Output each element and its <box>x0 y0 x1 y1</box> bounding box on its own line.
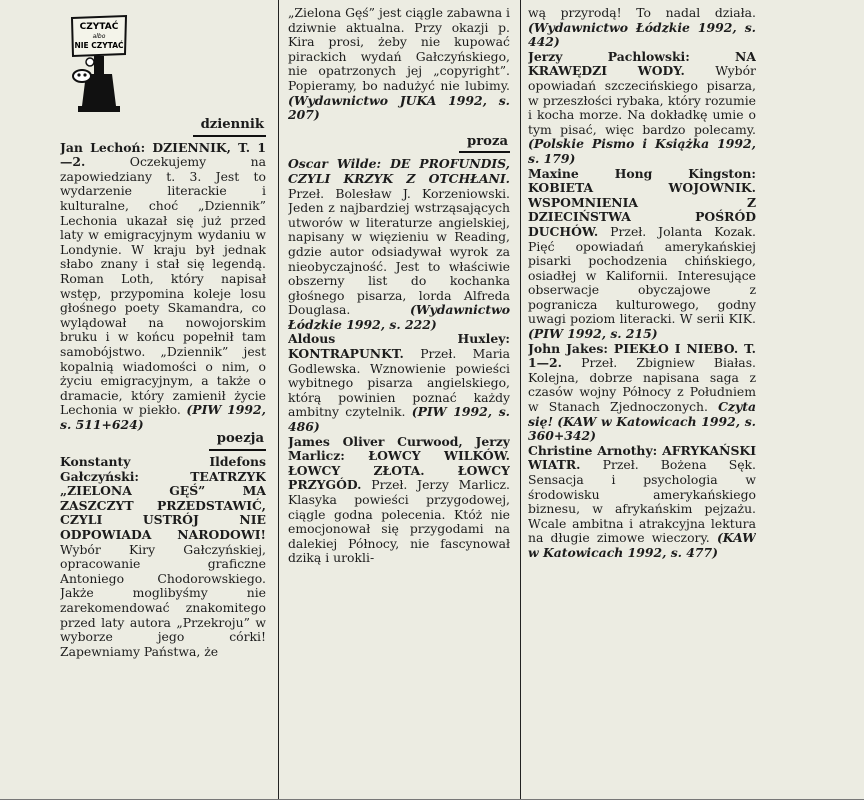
entry-pachlowski <box>528 50 756 167</box>
entry-title: James Oliver Curwood, Jerzy Marlicz: ŁOWCY WILKÓW. ŁOWCY ZŁOTA. ŁOWCY PRZYGÓD. <box>288 433 510 493</box>
entry-title: Konstanty Ildefons Gałczyński: TEATRZYK „ZIELONA GĘŚ” MA ZASZCZYT PRZEDSTAWIĆ, CZYLI USTRÓJ NIE ODPOWIADA NARODOWI! <box>60 454 266 543</box>
entry-huxley <box>288 332 510 434</box>
entry-body: wą przyrodą! To nadal działa. <box>528 6 756 20</box>
entry-title: John Jakes: PIEKŁO I NIEBO. T. 1—2. <box>528 340 756 371</box>
entry-citation: (PIW 1992, s. 486) <box>288 404 510 435</box>
entry-citation: (Wydawnictwo JUKA 1992, s. 207) <box>288 92 510 123</box>
entry-body: Oczekujemy na zapowiedziany t. 3. Jest to wydarzenie literackie i kulturalne, choć „Dziennik” Lechonia ukazał się już przed laty w emigracyjnym wydaniu w Londynie. W kraju był jednak słabo znany i stał się legendą. Roman Loth, który napisał wstęp, przypomina koleje losu głośnego poety Skamandra, co wylądował na nowojorskim bruku i w końcu popełnił tam samobójstwo. „Dziennik” jest kopalnią wiadomości o nim, o życiu emigracyjnym, a także o dramacie, który zamienił życie Lechonia w piekło. <box>60 154 266 418</box>
entry-body: Wybór Kiry Gałczyńskiej, opracowanie graficzne Antoniego Chodorowskiego. Jakże moglibyśmy nie zarekomendować znakomitego przed laty autora „Przekroju” w wyborze jego córki! Zapewniamy Państwa, że <box>60 541 266 659</box>
entry-body: Przeł. Maria Godlewska. Wznowienie powieści wybitnego pisarza angielskiego, którą powinien poznać każdy ambitny czytelnik. <box>288 346 510 420</box>
entry-citation: (Wydawnictwo Łódzkie 1992, s. 222) <box>288 302 510 332</box>
column-3 <box>528 6 756 561</box>
column-2 <box>288 6 510 566</box>
section-heading-poezja: poezja <box>60 432 266 451</box>
entry-arnothy <box>528 444 756 561</box>
column-1 <box>60 0 266 659</box>
entry-wilde <box>288 157 510 332</box>
entry-citation: (PIW 1992, s. 511+624) <box>60 402 266 432</box>
entry-citation: (PIW 1992, s. 215) <box>528 326 658 342</box>
entry-body: Przeł. Jolanta Kozak. Pięć opowiadań amerykańskiej pisarki pochodzenia chińskiego, osiadłej w Kalifornii. Interesujące obserwacje obyczajowe z pogranicza kulturowego, godny uwagi poziom literacki. W serii KIK. <box>528 223 756 327</box>
entry-emphasis: Czyta się! <box>528 399 756 429</box>
entry-body: „Zielona Gęś” jest ciągle zabawna i dziwnie aktualna. Przy okazji p. Kira prosi, żeby nie kupować pirackich wydań Gałczyńskiego, nie opatrzonych jej „copyright”. Popieramy, bo nadużyć nie lubimy. <box>288 6 510 93</box>
svg-text:CZYTAĆ: CZYTAĆ <box>79 22 119 32</box>
czytac-logo-icon <box>68 14 130 114</box>
section-heading-dziennik: dziennik <box>60 118 266 137</box>
entry-galczynski-continued <box>288 6 510 123</box>
section-heading-proza: proza <box>288 135 510 154</box>
entry-curwood <box>288 435 510 566</box>
entry-kingston <box>528 167 756 342</box>
column-divider <box>520 0 521 800</box>
entry-body: Przeł. Jerzy Marlicz. Klasyka powieści przygodowej, ciągle godna polecenia. Któż nie emocjonował się przygodami na dalekiej Północy, nie fascynował dziką i urokli- <box>288 477 510 566</box>
entry-jakes <box>528 342 756 444</box>
entry-citation: (KAW w Katowicach 1992, s. 477) <box>528 530 756 560</box>
entry-body: Wybór opowiadań szczecińskiego pisarza, w przeszłości rybaka, który rozumie i kocha morze. Na dokładkę umie o tym pisać, więc bardzo polecamy. <box>528 63 756 137</box>
entry-body: Przeł. Zbigniew Białas. Kolejna, dobrze napisana saga z czasów wojny Północy z Południem w Stanach Zjednoczonych. <box>528 355 756 415</box>
entry-citation: (KAW w Katowicach 1992, s. 360+342) <box>528 413 756 444</box>
entry-title: Aldous Huxley: KONTRAPUNKT. <box>288 331 510 362</box>
entry-title: Maxine Hong Kingston: KOBIETA WOJOWNIK. WSPOMNIENIA Z DZIECIŃSTWA POŚRÓD DUCHÓW. <box>528 165 756 239</box>
entry-citation: (Wydawnictwo Łódzkie 1992, s. 442) <box>528 19 756 50</box>
column-divider <box>278 0 279 800</box>
entry-body: Przeł. Bożena Sęk. Sensacja i psychologia w środowisku amerykańskiego biznesu, w afrykańskim pejzażu. Wcale ambitna i atrakcyjna lektura na długie zimowe wieczory. <box>528 457 756 546</box>
entry-title: Christine Arnothy: AFRYKAŃSKI WIATR. <box>528 442 756 473</box>
entry-title: Jan Lechoń: DZIENNIK, T. 1—2. <box>60 139 266 170</box>
entry-body: Przeł. Bolesław J. Korzeniowski. Jeden z najbardziej wstrząsających utworów w literaturze angielskiej, napisany w więzieniu w Reading, gdzie autor odsiadywał wyrok za nieobyczajność. Jest to właściwie obszerny list do kochanka głośnego pisarza, lorda Alfreda Douglasa. <box>288 185 510 318</box>
entry-curwood-continued <box>528 6 756 50</box>
svg-text:albo: albo <box>92 33 106 40</box>
entry-title: Jerzy Pachlowski: NA KRAWĘDZI WODY. <box>528 48 756 79</box>
entry-lechon <box>60 141 266 433</box>
entry-galczynski <box>60 455 266 659</box>
entry-author-name: Oscar Wilde: DE PROFUNDIS, CZYLI KRZYK Z OTCHŁANI. <box>288 156 510 186</box>
entry-citation: (Polskie Pismo i Książka 1992, s. 179) <box>528 136 756 166</box>
svg-text:NIE CZYTAĆ: NIE CZYTAĆ <box>74 41 124 50</box>
